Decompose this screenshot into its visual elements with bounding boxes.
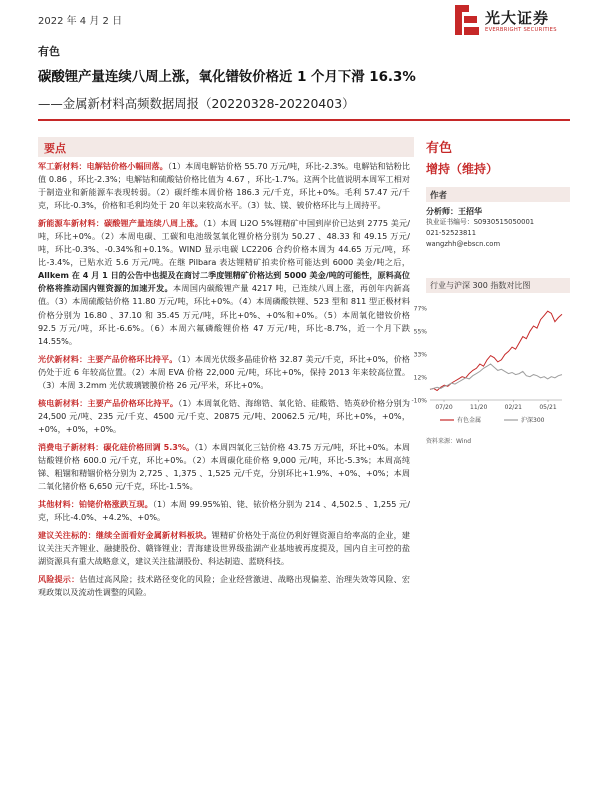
brand-logo bbox=[455, 5, 570, 41]
paragraph-heading: 风险提示： bbox=[38, 574, 80, 585]
summary-paragraph bbox=[38, 160, 410, 212]
summary-paragraph bbox=[38, 573, 410, 599]
author-heading: 作者 bbox=[430, 191, 448, 201]
summary-body bbox=[38, 160, 410, 604]
summary-heading: 要点 bbox=[44, 142, 66, 155]
industry-category: 有色 bbox=[38, 45, 60, 58]
paragraph-heading: 建议关注标的：继续全面看好金属新材料板块。 bbox=[38, 530, 212, 541]
paragraph-heading: 消费电子新材料：碳化硅价格回调 5.3%。 bbox=[38, 441, 195, 452]
sidebar bbox=[426, 137, 570, 249]
summary-paragraph bbox=[38, 353, 410, 392]
author-heading-bar bbox=[426, 187, 570, 202]
y-tick-label: 55% bbox=[413, 328, 427, 336]
paragraph-text: 估值过高风险；技术路径变化的风险；企业经营激进、战略出现偏差、治理失效等风险、宏观政策以及流动性调整的风险。 bbox=[38, 574, 410, 598]
paragraph-heading: 新能源车新材料：碳酸锂产量连续八周上涨。 bbox=[38, 218, 203, 229]
analyst-phone: 021-52523811 bbox=[426, 228, 477, 237]
title-divider bbox=[38, 119, 570, 121]
summary-paragraph bbox=[38, 498, 410, 524]
industry-vs-index-chart bbox=[400, 300, 580, 430]
paragraph-heading: 其他材料：铂铑价格涨跌互现。 bbox=[38, 499, 153, 510]
sidebar-rating: 增持（维持） bbox=[426, 162, 499, 176]
paragraph-text: （1）本周电解钴价格 55.70 万元/吨，环比-2.3%。电解钴和钴粉比值 0.86 ，环比-2.3%；电解钴和硫酸钴价格比值为 4.67 ，环比-1.7%。这两个比值说明本周军工相对于制造业和新能源车表现转弱。（2）碳纤维本周价格 186.3 元/千克，环比+0%。毛利 57.47 元/千克，环比-0.3%，价格和毛利均处于 20 年以来较高水平。（3）钛、镁、铍价格环比与上周持平。 bbox=[38, 161, 410, 211]
report-subtitle: ——金属新材料高频数据周报（20220328-20220403） bbox=[38, 96, 355, 111]
x-tick-label: 07/20 bbox=[435, 404, 453, 411]
y-tick-label: 33% bbox=[413, 351, 427, 359]
logo-name-en: EVERBRIGHT SECURITIES bbox=[485, 27, 557, 33]
report-date: 2022 年 4 月 2 日 bbox=[38, 16, 123, 27]
paragraph-text: （1）本周氧化锆、海绵锆、氧化铪、硅酸锆、锆英砂价格分别为 24,500 元/吨、235 元/千克、4500 元/千克、20875 元/吨、20062.5 元/吨，环比+0%，+0%，+0%，+0%，+0%。 bbox=[38, 397, 410, 434]
analyst-name: 分析师：王招华 bbox=[426, 207, 482, 216]
legend-label: 有色金属 bbox=[457, 417, 482, 424]
logo-name-cn: 光大证券 bbox=[485, 9, 550, 27]
summary-heading-bar bbox=[38, 137, 414, 157]
chart-heading-bar bbox=[426, 278, 570, 293]
analyst-cert: 执业证书编号：S0930515050001 bbox=[426, 218, 535, 226]
series-line-nonferrous bbox=[430, 311, 562, 390]
summary-paragraph bbox=[38, 397, 410, 436]
paragraph-heading: 光伏新材料：主要产品价格环比持平。 bbox=[38, 353, 178, 364]
x-tick-label: 02/21 bbox=[504, 404, 522, 411]
chart-heading: 行业与沪深 300 指数对比图 bbox=[430, 281, 531, 290]
logo-mark-icon bbox=[455, 5, 479, 35]
legend-label: 沪深300 bbox=[521, 417, 545, 424]
paragraph-text: （1）本周 99.95%铂、铑、铱价格分别为 214 、4,502.5 、1,255 元/克，环比-4.0%、+4.2%、+0%。 bbox=[38, 499, 410, 523]
y-tick-label: 12% bbox=[413, 374, 427, 382]
summary-paragraph bbox=[38, 217, 410, 347]
paragraph-text: 锂精矿价格处于高位仍利好锂资源自给率高的企业，建议关注天齐锂业、融捷股份、赣锋锂业；青海建设世界级盐湖产业基地被再度提及，国内自主可控的盐湖资源具有重大战略意义，建议关注盐湖股份、科达制造、蓝晓科技。 bbox=[38, 530, 410, 567]
series-line-csi300 bbox=[430, 364, 562, 389]
y-tick-label: 77% bbox=[413, 305, 427, 313]
paragraph-text: （1）本周四氧化三钴价格 43.75 万元/吨，环比+0%。本周钴酸锂价格 600.0 元/千克，环比+0%。（2）本周碳化硅价格 9,000 元/吨，环比-5.3%；本周高纯锑、粗锢和精锢价格分别为 2,725 、1,375 、1,525 元/千克，分别环比+1.9%、+0%、+0%；本周二氧化锗价格 6,650 元/千克，环比-1.5%。 bbox=[38, 441, 410, 492]
x-tick-label: 11/20 bbox=[470, 404, 488, 411]
paragraph-text: （1）本周光伏级多晶硅价格 32.87 美元/千克，环比+0%，价格仍处于近 6 年较高位置。（2）本周 EVA 价格 22,000 元/吨，环比+0%，保持 2013 年来较高位置。（3）本周 3.2mm 光伏玻璃镀膜价格 26 元/平米，环比+0%。 bbox=[38, 353, 410, 390]
paragraph-text: 本周国内碳酸锂产量 4217 吨，已连续八周上涨，再创年内新高值。（3）本周硫酸钴价格 11.80 万元/吨，环比+0%。（4）本周磷酸铁锂、523 型和 811 型正极材料价格分别为 16.80 、37.10 和 35.45 万元/吨，环比+0%、+0%和+0%。（5）本周氧化镨钕价格 92.5 万元/吨，环比-6.6%。（6）本周六氟磷酸锂价格 47 万元/吨，环比-8.7%，近一个月下跌 14.55%。 bbox=[38, 283, 410, 346]
summary-paragraph bbox=[38, 529, 410, 568]
report-title: 碳酸锂产量连续八周上涨，氧化镨钕价格近 1 个月下滑 16.3% bbox=[38, 70, 416, 85]
paragraph-heading: 核电新材料：主要产品价格环比持平。 bbox=[38, 397, 179, 408]
analyst-email[interactable]: wangzhh@ebscn.com bbox=[426, 239, 501, 248]
x-tick-label: 05/21 bbox=[539, 404, 557, 411]
paragraph-text: Allkem 在 4 月 1 日的公告中也提及在商讨二季度锂精矿价格达到 5000 美金/吨的可能性，原料高位价格将推动国内锂资源的加速开发。 bbox=[38, 270, 410, 294]
y-tick-label: -10% bbox=[411, 397, 427, 405]
paragraph-text: （1）本周 Li2O 5%锂精矿中国到岸价已达到 2775 美元/吨，环比+0%。（2）本周电碳、工碳和电池级氢氧化锂价格分别为 50.27 、48.33 和 49.15 万元/吨，环比-0.3%、-0.34%和+0.1%。WIND 显示电碳 LC2206 合约价格本周为 44.65 万元/吨，环比-3.4%，已贴水近 5.6 万元/吨。在继 Pilbara 表达锂精矿拍卖价格可能达到 6000 美金/吨之后， bbox=[38, 218, 410, 268]
summary-paragraph bbox=[38, 441, 410, 493]
chart-source: 资料来源：Wind bbox=[426, 438, 472, 445]
sidebar-sector: 有色 bbox=[426, 141, 453, 156]
paragraph-heading: 军工新材料：电解钴价格小幅回落。 bbox=[38, 161, 168, 171]
